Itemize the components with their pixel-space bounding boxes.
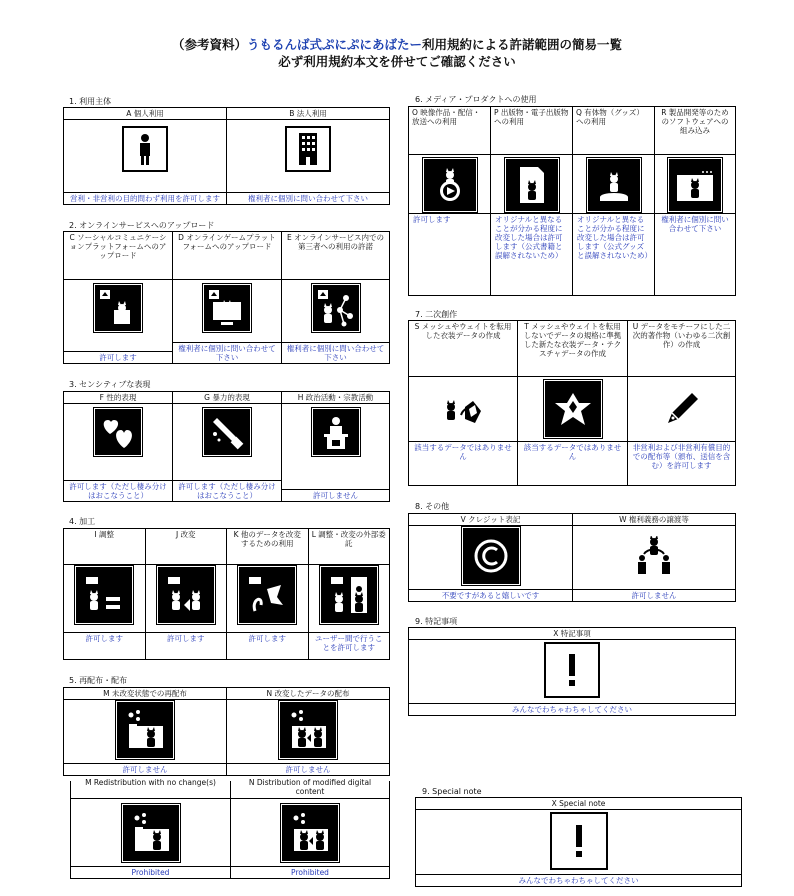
cell-head: V クレジット表記 xyxy=(409,514,572,526)
cell-q xyxy=(573,107,655,295)
pen-icon xyxy=(654,381,710,437)
en-cell-n xyxy=(231,778,389,878)
cell-b-corporate xyxy=(227,108,389,204)
cell-head: T メッシュやウェイトを転用しないでデータの規格に準拠した新たな衣装データ・テクスチャデータの作成 xyxy=(518,321,627,377)
cell-head: M 未改変状態での再配布 xyxy=(64,688,226,700)
podium-icon xyxy=(313,409,359,455)
video-icon xyxy=(424,159,476,211)
cell-head: E オンラインサービス内での第三者への利用の許諾 xyxy=(282,232,389,280)
cell-k xyxy=(227,529,309,659)
cell-foot: オリジナルと異なることが分かる程度に改変した場合は許可します（公式グッズと誤解されないため） xyxy=(573,213,654,295)
cell-n xyxy=(227,688,389,775)
cell-foot: 権利者に個別に問い合わせて下さい xyxy=(173,342,281,363)
cell-head: U データをモチーフにした二次的著作物（いわゆる二次創作）の作成 xyxy=(628,321,735,377)
cell-head: H 政治活動・宗教活動 xyxy=(282,392,389,404)
section-6-label: 6. メディア・プロダクトへの使用 xyxy=(415,95,537,104)
cell-foot: 許可します xyxy=(146,632,227,659)
exclamation-icon xyxy=(550,812,608,870)
cell-foot: 不要ですがあると嬉しいです xyxy=(409,589,572,601)
section-5-label: 5. 再配布・配布 xyxy=(69,676,128,685)
cell-e xyxy=(282,232,389,363)
cell-p xyxy=(491,107,573,295)
cell-a-personal xyxy=(64,108,227,204)
distribute-modified-icon xyxy=(280,702,336,758)
cell-foot: 非営利および非営利有償目的での配布等（頒布、送信を含む）を許可します xyxy=(628,441,735,485)
upload-monitor-icon xyxy=(204,285,250,331)
cell-foot: 許可しません xyxy=(64,763,226,775)
section-6-table xyxy=(408,106,736,296)
transfer-icon xyxy=(626,528,682,584)
knife-icon xyxy=(204,409,250,455)
cell-foot: みんなでわちゃわちゃしてください xyxy=(409,703,735,715)
cell-foot: 許可しません xyxy=(227,763,389,775)
cell-foot: 権利者に個別に問い合わせて下さい xyxy=(655,213,735,295)
cell-foot: Prohibited xyxy=(71,866,230,878)
cell-w xyxy=(573,514,735,601)
cell-head: F 性的表現 xyxy=(64,392,172,404)
cell-head: R 製品開発等のためのソフトウェアへの組み込み xyxy=(655,107,735,155)
cell-head: J 改変 xyxy=(146,529,227,565)
cell-head: N Distribution of modified digital content xyxy=(231,777,389,799)
cell-head: P 出版物・電子出版物への利用 xyxy=(491,107,572,155)
cell-head: M Redistribution with no change(s) xyxy=(71,777,230,799)
cell-foot: 許可します xyxy=(64,632,145,659)
cell-l xyxy=(309,529,390,659)
upload-avatar-icon xyxy=(95,285,141,331)
section-2-table xyxy=(63,231,390,364)
cell-foot: 許可しません xyxy=(282,489,389,501)
cell-g xyxy=(173,392,282,501)
en-section-9-table xyxy=(415,797,742,887)
cell-head: B 法人利用 xyxy=(227,108,389,120)
cell-j xyxy=(146,529,228,659)
cell-m xyxy=(64,688,227,775)
cell-head: I 調整 xyxy=(64,529,145,565)
cell-head: C ソーシャルコミュニケーションプラットフォームへのアップロード xyxy=(64,232,172,280)
texture-icon xyxy=(545,381,601,437)
cell-head: K 他のデータを改変するための利用 xyxy=(227,529,308,565)
cell-foot: 営利・非営利の目的問わず利用を許可します xyxy=(64,192,226,204)
cell-head: O 映像作品・配信・放送への利用 xyxy=(409,107,490,155)
cell-foot: みんなでわちゃわちゃしてください xyxy=(416,874,741,886)
cell-f xyxy=(64,392,173,501)
redistribute-icon xyxy=(117,702,173,758)
section-3-table xyxy=(63,391,390,502)
section-4-label: 4. 加工 xyxy=(69,517,96,526)
cell-c xyxy=(64,232,173,363)
cell-r xyxy=(655,107,735,295)
section-4-table xyxy=(63,528,390,660)
section-8-label: 8. その他 xyxy=(415,502,450,511)
cell-foot: 許可します（ただし棲み分けはおこなうこと） xyxy=(64,480,172,501)
cell-foot: 許可しません xyxy=(573,589,735,601)
section-1-table xyxy=(63,107,390,205)
person-icon xyxy=(122,126,168,172)
cell-foot: Prohibited xyxy=(231,866,389,878)
cell-foot: ユーザー間で行うことを許可します xyxy=(309,632,390,659)
en-cell-m xyxy=(71,778,231,878)
page-title xyxy=(0,36,794,70)
cell-head: X Special note xyxy=(416,798,741,810)
figure-icon xyxy=(588,159,640,211)
title-suffix: 利用規約による許諾範囲の簡易一覧 xyxy=(422,37,623,52)
adjust-icon xyxy=(76,567,132,623)
cell-foot: 該当するデータではありません xyxy=(409,441,517,485)
hearts-icon xyxy=(95,409,141,455)
software-icon xyxy=(669,159,721,211)
title-subtitle: 必ず利用規約本文を併せてご確認ください xyxy=(278,54,516,69)
section-3-label: 3. センシティブな表現 xyxy=(69,380,151,389)
building-icon xyxy=(285,126,331,172)
cell-head: D オンラインゲームプラットフォームへのアップロード xyxy=(173,232,281,280)
cell-head: N 改変したデータの配布 xyxy=(227,688,389,700)
section-7-table xyxy=(408,320,736,486)
cell-s xyxy=(409,321,518,485)
redistribute-icon xyxy=(123,805,179,861)
parts-icon xyxy=(239,567,295,623)
cell-head: L 調整・改変の外部委託 xyxy=(309,529,390,565)
cell-v xyxy=(409,514,573,601)
cell-foot: 該当するデータではありません xyxy=(518,441,627,485)
section-1-label: 1. 利用主体 xyxy=(69,97,112,106)
copyright-icon xyxy=(463,528,519,584)
cell-head: G 暴力的表現 xyxy=(173,392,281,404)
title-prefix: （参考資料） xyxy=(171,37,247,52)
cell-head: Q 有体物（グッズ）への利用 xyxy=(573,107,654,155)
upload-share-icon xyxy=(313,285,359,331)
en-section-5-table xyxy=(70,778,390,879)
cell-o xyxy=(409,107,491,295)
document-icon xyxy=(506,159,558,211)
cell-foot: 権利者に個別に問い合わせて下さい xyxy=(227,192,389,204)
section-9-table xyxy=(408,627,736,716)
cell-i xyxy=(64,529,146,659)
cell-head: A 個人利用 xyxy=(64,108,226,120)
cell-head: W 権利義務の譲渡等 xyxy=(573,514,735,526)
cell-foot: オリジナルと異なることが分かる程度に改変した場合は許可します（公式書籍と誤解されないため） xyxy=(491,213,572,295)
cell-h xyxy=(282,392,389,501)
distribute-modified-icon xyxy=(282,805,338,861)
cell-foot: 許可します（ただし棲み分けはおこなうこと） xyxy=(173,480,281,501)
section-2-label: 2. オンラインサービスへのアップロード xyxy=(69,221,215,230)
exclamation-icon xyxy=(544,642,600,698)
section-7-label: 7. 二次創作 xyxy=(415,310,458,319)
modify-icon xyxy=(158,567,214,623)
section-9-label: 9. 特記事項 xyxy=(415,617,458,626)
section-5-table xyxy=(63,687,390,776)
title-product-name: うもるんば式ぷにぷにあばたー xyxy=(246,37,422,52)
outsource-icon xyxy=(321,567,377,623)
cell-head: S メッシュやウェイトを転用した衣装データの作成 xyxy=(409,321,517,377)
cell-foot: 許可します xyxy=(409,213,490,295)
cell-d xyxy=(173,232,282,363)
mesh-icon xyxy=(435,381,491,437)
cell-x xyxy=(409,628,735,715)
cell-u xyxy=(628,321,735,485)
en-cell-x xyxy=(416,798,741,886)
cell-foot: 許可します xyxy=(227,632,308,659)
cell-head: X 特記事項 xyxy=(409,628,735,640)
section-8-table xyxy=(408,513,736,602)
en-section-9-label: 9. Special note xyxy=(422,787,482,796)
cell-foot: 権利者に個別に問い合わせて下さい xyxy=(282,342,389,363)
cell-t xyxy=(518,321,628,485)
cell-foot: 許可します xyxy=(64,351,172,363)
